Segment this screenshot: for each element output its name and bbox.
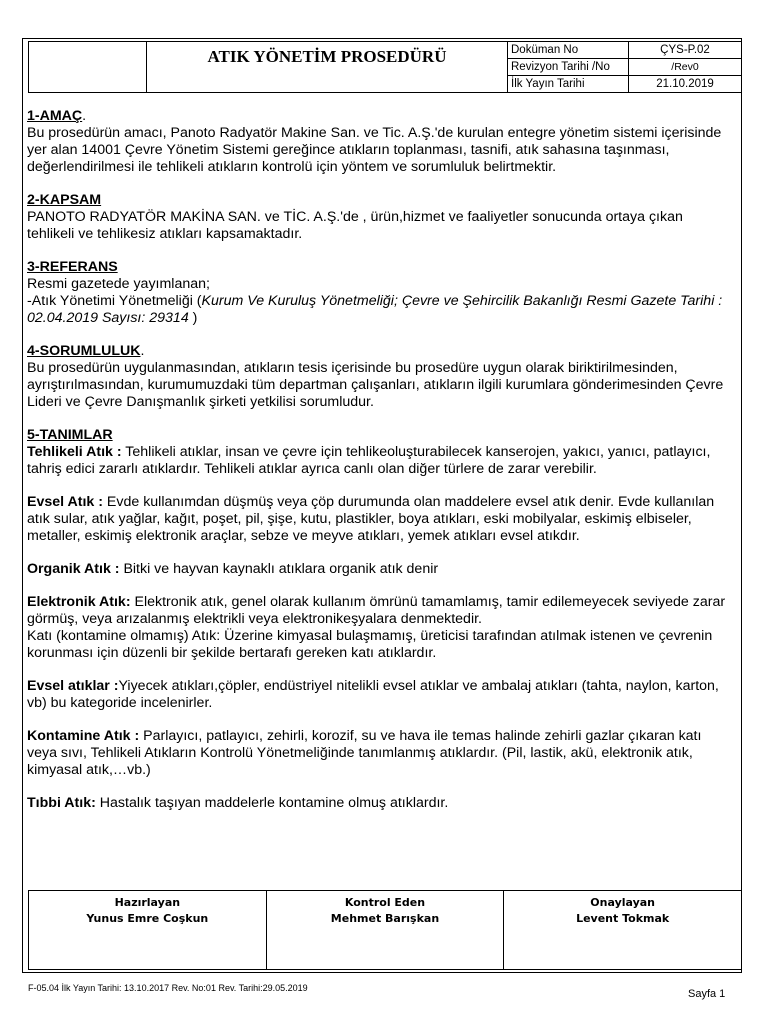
section-amac: 1-AMAÇ. Bu prosedürün amacı, Panoto Radyatör Makine San. ve Tic. A.Ş.'de kurulan entegre yönetim sistemi içerisinde yer alan 14001 Çevre Yönetim Sistemi gereğince atıkların toplanması, tasnifi, atık sahasına taşınması, değerlendirilmesi ile tehlikeli atıkların kontrolü için yöntem ve sorumluluk belirtmektir. [27, 108, 722, 175]
section-sorumluluk: 4-SORUMLULUK. Bu prosedürün uygulanmasından, atıkların tesis içerisinde bu prosedüre uygun olarak biriktirilmesinden, ayrıştırılmasından, kurumumuzdaki tüm departman çalışanları, atıkların ilgili kurumlara gönderimesinden Çevre Lideri ve Çevre Danışmanlık şirketi yetkilisi sorumludur. [27, 343, 724, 410]
definition-tibbi-atik [27, 795, 727, 812]
definition-term: Tehlikeli Atık : [27, 444, 122, 460]
definition-evsel-atiklar [27, 678, 727, 712]
section-text: Bu prosedürün uygulanmasından, atıkların tesis içerisinde bu prosedüre uygun olarak biriktirilmesinden, ayrıştırılmasından, kurumumuzdaki tüm departman çalışanları, atıkların ilgili kurumlara gönderimesinden Çevre Lideri ve Çevre Danışmanlık şirketi yetkilisi sorumludur. [27, 360, 724, 410]
definition-text: Yiyecek atıkları,çöpler, endüstriyel nitelikli evsel atıklar ve ambalaj atıkları (tahta, naylon, karton, vb) bu kategoride incelenirler. [27, 678, 719, 711]
first-publish-label: İlk Yayın Tarihi [508, 76, 629, 93]
section-kapsam [27, 192, 727, 243]
signature-role: Onaylayan [590, 896, 656, 909]
document-header [28, 41, 742, 93]
section-text: Resmi gazetede yayımlanan; [27, 276, 210, 292]
document-body [27, 108, 727, 828]
section-heading: 3-REFERANS [27, 259, 118, 275]
definition-kontamine-atik [27, 728, 727, 779]
section-heading: 1-AMAÇ [27, 108, 83, 124]
definition-extra: Katı (kontamine olmamış) Atık: Üzerine kimyasal bulaşmamış, üreticisi tarafından atılmak istenen ve çevrenin korunması için düzenli bir şekilde bertarafı gereken katı atıklardır. [27, 628, 713, 661]
definition-text: Bitki ve hayvan kaynaklı atıklara organik atık denir [119, 561, 439, 577]
section-heading: 5-TANIMLAR [27, 427, 113, 443]
signature-checked [266, 891, 504, 970]
doc-no-value: ÇYS-P.02 [629, 42, 742, 59]
signature-name: Mehmet Barışkan [330, 912, 440, 925]
definition-term: Organik Atık : [27, 561, 120, 577]
definition-term: Evsel atıklar : [27, 678, 119, 694]
section-heading: 2-KAPSAM [27, 192, 102, 208]
form-footer: F-05.04 İlk Yayın Tarihi: 13.10.2017 Rev. No:01 Rev. Tarihi:29.05.2019 [28, 983, 308, 993]
logo-cell [29, 42, 147, 93]
doc-no-label: Doküman No [508, 42, 629, 59]
definition-term: Kontamine Atık : [27, 728, 140, 744]
definition-term: Tıbbi Atık: [27, 795, 96, 811]
definition-organik-atik [27, 561, 727, 578]
section-text: Bu prosedürün amacı, Panoto Radyatör Makine San. ve Tic. A.Ş.'de kurulan entegre yönetim sistemi içerisinde yer alan 14001 Çevre Yönetim Sistemi gereğince atıkların toplanması, tasnifi, atık sahasına taşınması, değerlendirilmesi ile tehlikeli atıkların kontrolü için yöntem ve sorumluluk belirtmektir. [27, 125, 722, 175]
definition-text: Hastalık taşıyan maddelerle kontamine olmuş atıklardır. [95, 795, 449, 811]
definition-text: Parlayıcı, patlayıcı, zehirli, korozif, su ve hava ile temas halinde zehirli gazlar çıkaran katı veya sıvı, Tehlikeli Atıkların Kontrolü Yönetmeliğinde tanımlanmış atıklardır. (Pil, lastik, akü, elektronik atık, kimyasal atık,…vb.) [27, 728, 702, 778]
signature-name: Levent Tokmak [576, 912, 670, 925]
revision-value: /Rev0 [629, 59, 742, 76]
signature-approved [504, 891, 742, 970]
definition-text: Evde kullanımdan düşmüş veya çöp durumunda olan maddelere evsel atık denir. Evde kullanılan atık sular, atık yağlar, kağıt, poşet, pil, şişe, kutu, plastikler, boya atıkları, eski mobilyalar, eskimiş elbiseler, metaller, eskimiş elektronik araçlar, sebze ve meyve atıkları, yemek atıkları evsel atıkdır. [27, 494, 715, 544]
definition-term: Elektronik Atık: [27, 594, 131, 610]
definition-text: Tehlikeli atıklar, insan ve çevre için tehlikeoluşturabilecek kanserojen, yakıcı, yanıcı, patlayıcı, tahriş edici zararlı atıklardır. Tehlikeli atıklar ayrıca canlı olan diğer türlere de zarar verebilir. [27, 444, 711, 477]
definition-elektronik-atik [27, 594, 727, 662]
signature-prepared [29, 891, 267, 970]
signature-role: Kontrol Eden [344, 896, 426, 909]
section-tanimlar [27, 427, 727, 478]
definition-term: Evsel Atık : [27, 494, 103, 510]
definition-text: Elektronik atık, genel olarak kullanım ömrünü tamamlamış, tamir edilemeyecek seviyede zarar görmüş, veya arızalanmış elektrikli veya elektronikeşyalara denmektedir. [27, 594, 726, 627]
section-heading: 4-SORUMLULUK [27, 343, 141, 359]
revision-label: Revizyon Tarihi /No [508, 59, 629, 76]
section-text: PANOTO RADYATÖR MAKİNA SAN. ve TİC. A.Ş.'de , ürün,hizmet ve faaliyetler sonucunda ortaya çıkan tehlikeli ve tehlikesiz atıkları kapsamaktadır. [27, 209, 683, 242]
section-referans: 3-REFERANS Resmi gazetede yayımlanan; -Atık Yönetimi Yönetmeliği (Kurum Ve Kuruluş Yönetmeliği; Çevre ve Şehircilik Bakanlığı Resmi Gazete Tarihi : 02.04.2019 Sayısı: 29314 ) [27, 259, 723, 326]
page-number: Sayfa 1 [688, 988, 726, 1000]
definition-evsel-atik [27, 494, 727, 545]
signature-name: Yunus Emre Coşkun [86, 912, 209, 925]
reference-citation: Kurum Ve Kuruluş Yönetmeliği; Çevre ve Şehircilik Bakanlığı Resmi Gazete Tarihi : 02.04.2019 Sayısı: 29314 [27, 293, 723, 326]
signature-table [28, 890, 742, 970]
first-publish-value: 21.10.2019 [629, 76, 742, 93]
document-title: ATIK YÖNETİM PROSEDÜRÜ [147, 42, 508, 93]
signature-role: Hazırlayan [114, 896, 181, 909]
